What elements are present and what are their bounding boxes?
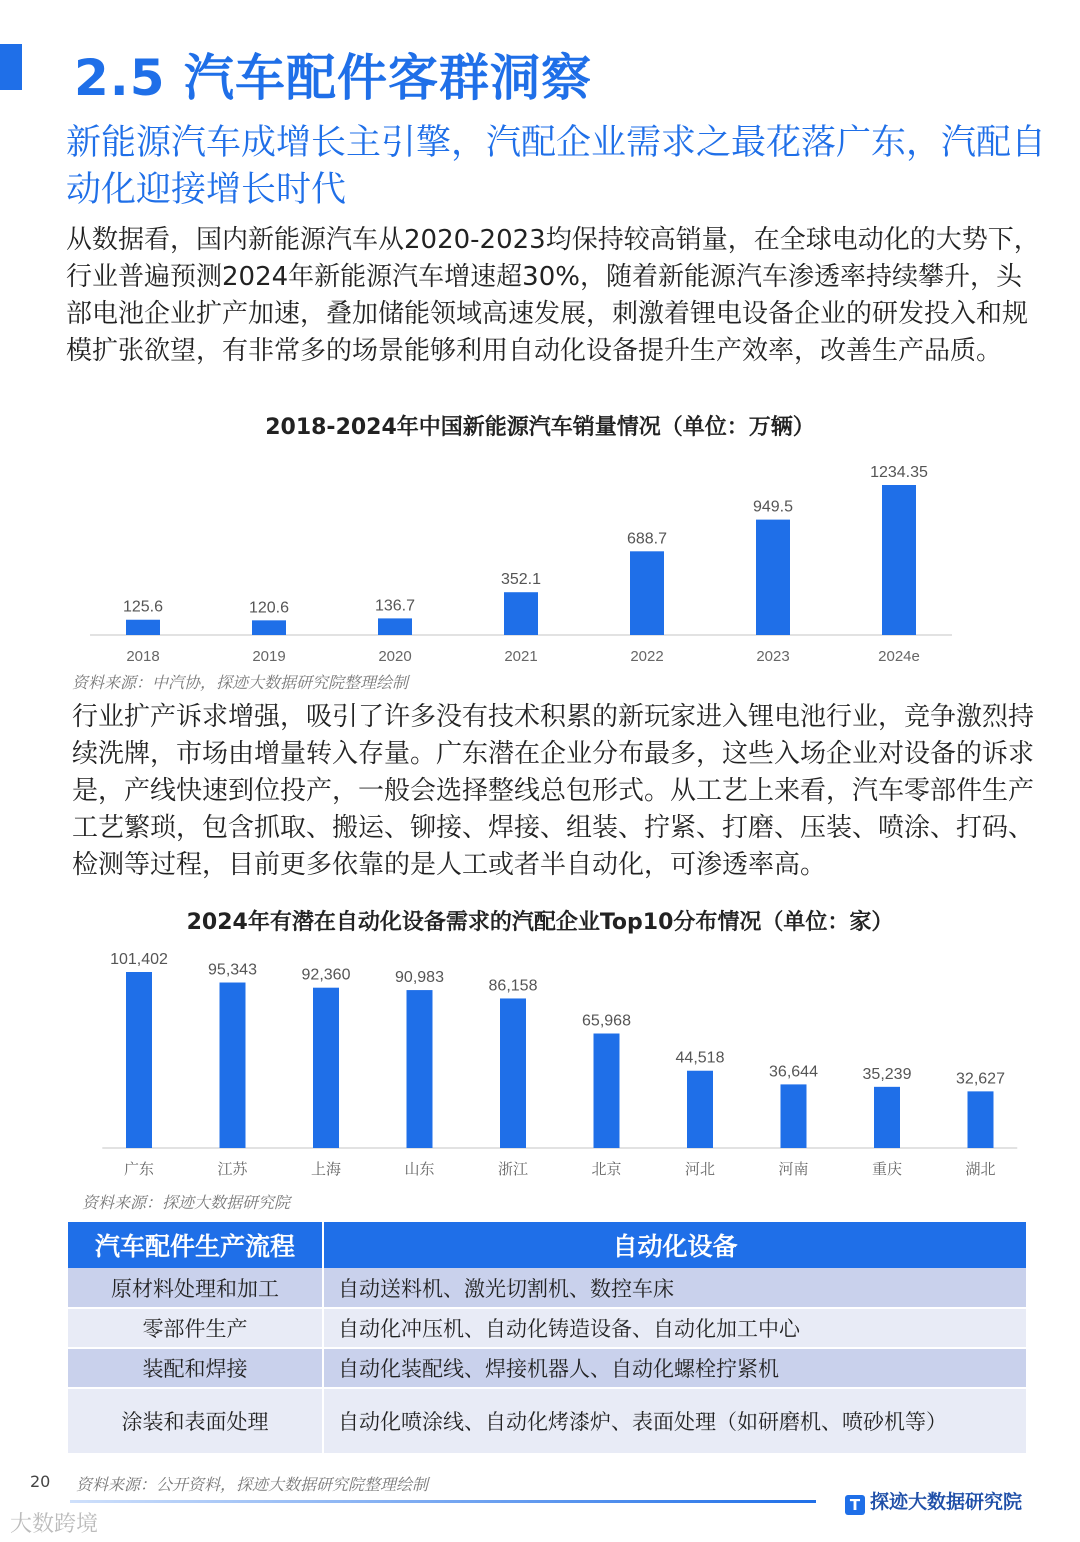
- bar: [378, 618, 412, 635]
- table-cell-equipment: 自动化冲压机、自动化铸造设备、自动化加工中心: [323, 1308, 1026, 1348]
- data-label: 1234.35: [870, 464, 928, 481]
- category-label: 江苏: [217, 1161, 248, 1178]
- category-label: 2019: [252, 648, 286, 665]
- data-label: 90,983: [395, 969, 444, 987]
- data-label: 95,343: [208, 961, 257, 979]
- table-cell-equipment: 自动化装配线、焊接机器人、自动化螺栓拧紧机: [323, 1348, 1026, 1388]
- category-label: 湖北: [965, 1161, 996, 1178]
- data-label: 86,158: [488, 977, 538, 995]
- category-label: 2018: [126, 648, 160, 665]
- category-label: 山东: [404, 1161, 435, 1178]
- bar: [874, 1087, 900, 1148]
- subtitle: 新能源汽车成增长主引擎，汽配企业需求之最花落广东，汽配自动化迎接增长时代: [66, 123, 1047, 210]
- section-title: 2.5 汽车配件客群洞察: [74, 49, 592, 107]
- bar: [500, 998, 526, 1148]
- category-label: 重庆: [871, 1161, 903, 1178]
- brand-logo: [845, 1487, 1022, 1515]
- bar: [756, 520, 790, 635]
- table-cell-equipment: 自动送料机、激光切割机、数控车床: [323, 1268, 1026, 1308]
- table-row: [68, 1268, 1026, 1308]
- bar: [504, 592, 538, 635]
- data-label: 949.5: [752, 498, 794, 516]
- data-label: 32,627: [956, 1070, 1005, 1088]
- bar: [781, 1084, 807, 1148]
- bar: [687, 1071, 713, 1148]
- bar: [594, 1034, 620, 1148]
- page-number: 20: [30, 1472, 51, 1491]
- bar: [126, 620, 160, 635]
- category-label: 北京: [591, 1161, 622, 1178]
- category-label: 2020: [378, 648, 412, 665]
- bar: [313, 988, 339, 1148]
- bar: [630, 551, 664, 635]
- bar: [220, 983, 246, 1148]
- data-label: 688.7: [626, 530, 668, 548]
- data-label: 101,402: [110, 951, 168, 968]
- top10-province-chart: [0, 935, 1080, 1185]
- intro-paragraph: 从数据看，国内新能源汽车从2020-2023均保持较高销量，在全球电动化的大势下，行业普遍预测2024年新能源汽车增速超30%，随着新能源汽车渗透率持续攀升，头部电池企业扩产加速，叠加储能领域高速发展，刺激着锂电设备企业的研发投入和规模扩张欲望，有非常多的场景能够利用自动化设备提升生产效率，改善生产品质。: [66, 225, 1040, 366]
- footer-divider: [70, 1500, 816, 1503]
- data-label: 36,644: [769, 1063, 818, 1081]
- table-row: [68, 1388, 1026, 1454]
- table-row: [68, 1348, 1026, 1388]
- category-label: 2024e: [878, 648, 920, 665]
- table-cell-process: 装配和焊接: [68, 1348, 323, 1388]
- chart2-source: 资料来源：探迹大数据研究院: [82, 1193, 291, 1212]
- table-header-process: 汽车配件生产流程: [68, 1222, 323, 1268]
- data-label: 92,360: [301, 966, 351, 984]
- data-label: 44,518: [675, 1049, 725, 1067]
- table-cell-process: 零部件生产: [68, 1308, 323, 1348]
- bar: [968, 1091, 994, 1148]
- data-label: 352.1: [500, 571, 542, 589]
- brand-name: 探迹大数据研究院: [870, 1491, 1023, 1513]
- category-label: 河北: [684, 1161, 716, 1178]
- table-header-equipment: 自动化设备: [323, 1222, 1026, 1268]
- data-label: 35,239: [862, 1065, 912, 1083]
- analysis-paragraph: 行业扩产诉求增强，吸引了许多没有技术积累的新玩家进入锂电池行业，竞争激烈持续洗牌，市场由增量转入存量。广东潜在企业分布最多，这些入场企业对设备的诉求是，产线快速到位投产，一般会选择整线总包形式。从工艺上来看，汽车零部件生产工艺繁琐，包含抓取、搬运、铆接、焊接、组装、拧紧、打磨、压装、喷涂、打码、检测等过程，目前更多依靠的是人工或者半自动化，可渗透率高。: [72, 702, 1035, 880]
- title-accent-bar: [0, 44, 22, 90]
- category-label: 河南: [778, 1161, 809, 1178]
- bar: [252, 620, 286, 635]
- nev-sales-chart: [0, 440, 1080, 680]
- chart1-title: 2018-2024年中国新能源汽车销量情况（单位：万辆）: [265, 415, 815, 440]
- table-cell-process: 原材料处理和加工: [68, 1268, 323, 1308]
- category-label: 浙江: [497, 1161, 529, 1178]
- bar: [126, 972, 152, 1148]
- bar: [407, 990, 433, 1148]
- table-cell-equipment: 自动化喷涂线、自动化烤漆炉、表面处理（如研磨机、喷砂机等）: [323, 1388, 1026, 1454]
- category-label: 上海: [310, 1161, 342, 1178]
- bar: [882, 485, 916, 635]
- table-cell-process: 涂装和表面处理: [68, 1388, 323, 1454]
- data-label: 136.7: [374, 597, 416, 615]
- data-label: 125.6: [122, 598, 164, 616]
- table-source: 资料来源：公开资料，探迹大数据研究院整理绘制: [76, 1475, 429, 1494]
- brand-icon: T: [845, 1495, 865, 1515]
- data-label: 120.6: [248, 599, 290, 617]
- data-label: 65,968: [582, 1012, 631, 1030]
- category-label: 广东: [123, 1161, 155, 1178]
- table-row: [68, 1308, 1026, 1348]
- process-equipment-table: [68, 1222, 1026, 1455]
- category-label: 2023: [756, 648, 790, 665]
- category-label: 2021: [504, 648, 538, 665]
- chart2-title: 2024年有潜在自动化设备需求的汽配企业Top10分布情况（单位：家）: [186, 910, 894, 935]
- chart1-source: 资料来源：中汽协，探迹大数据研究院整理绘制: [72, 673, 409, 692]
- category-label: 2022: [630, 648, 664, 665]
- watermark-text: 大数跨境: [10, 1512, 99, 1537]
